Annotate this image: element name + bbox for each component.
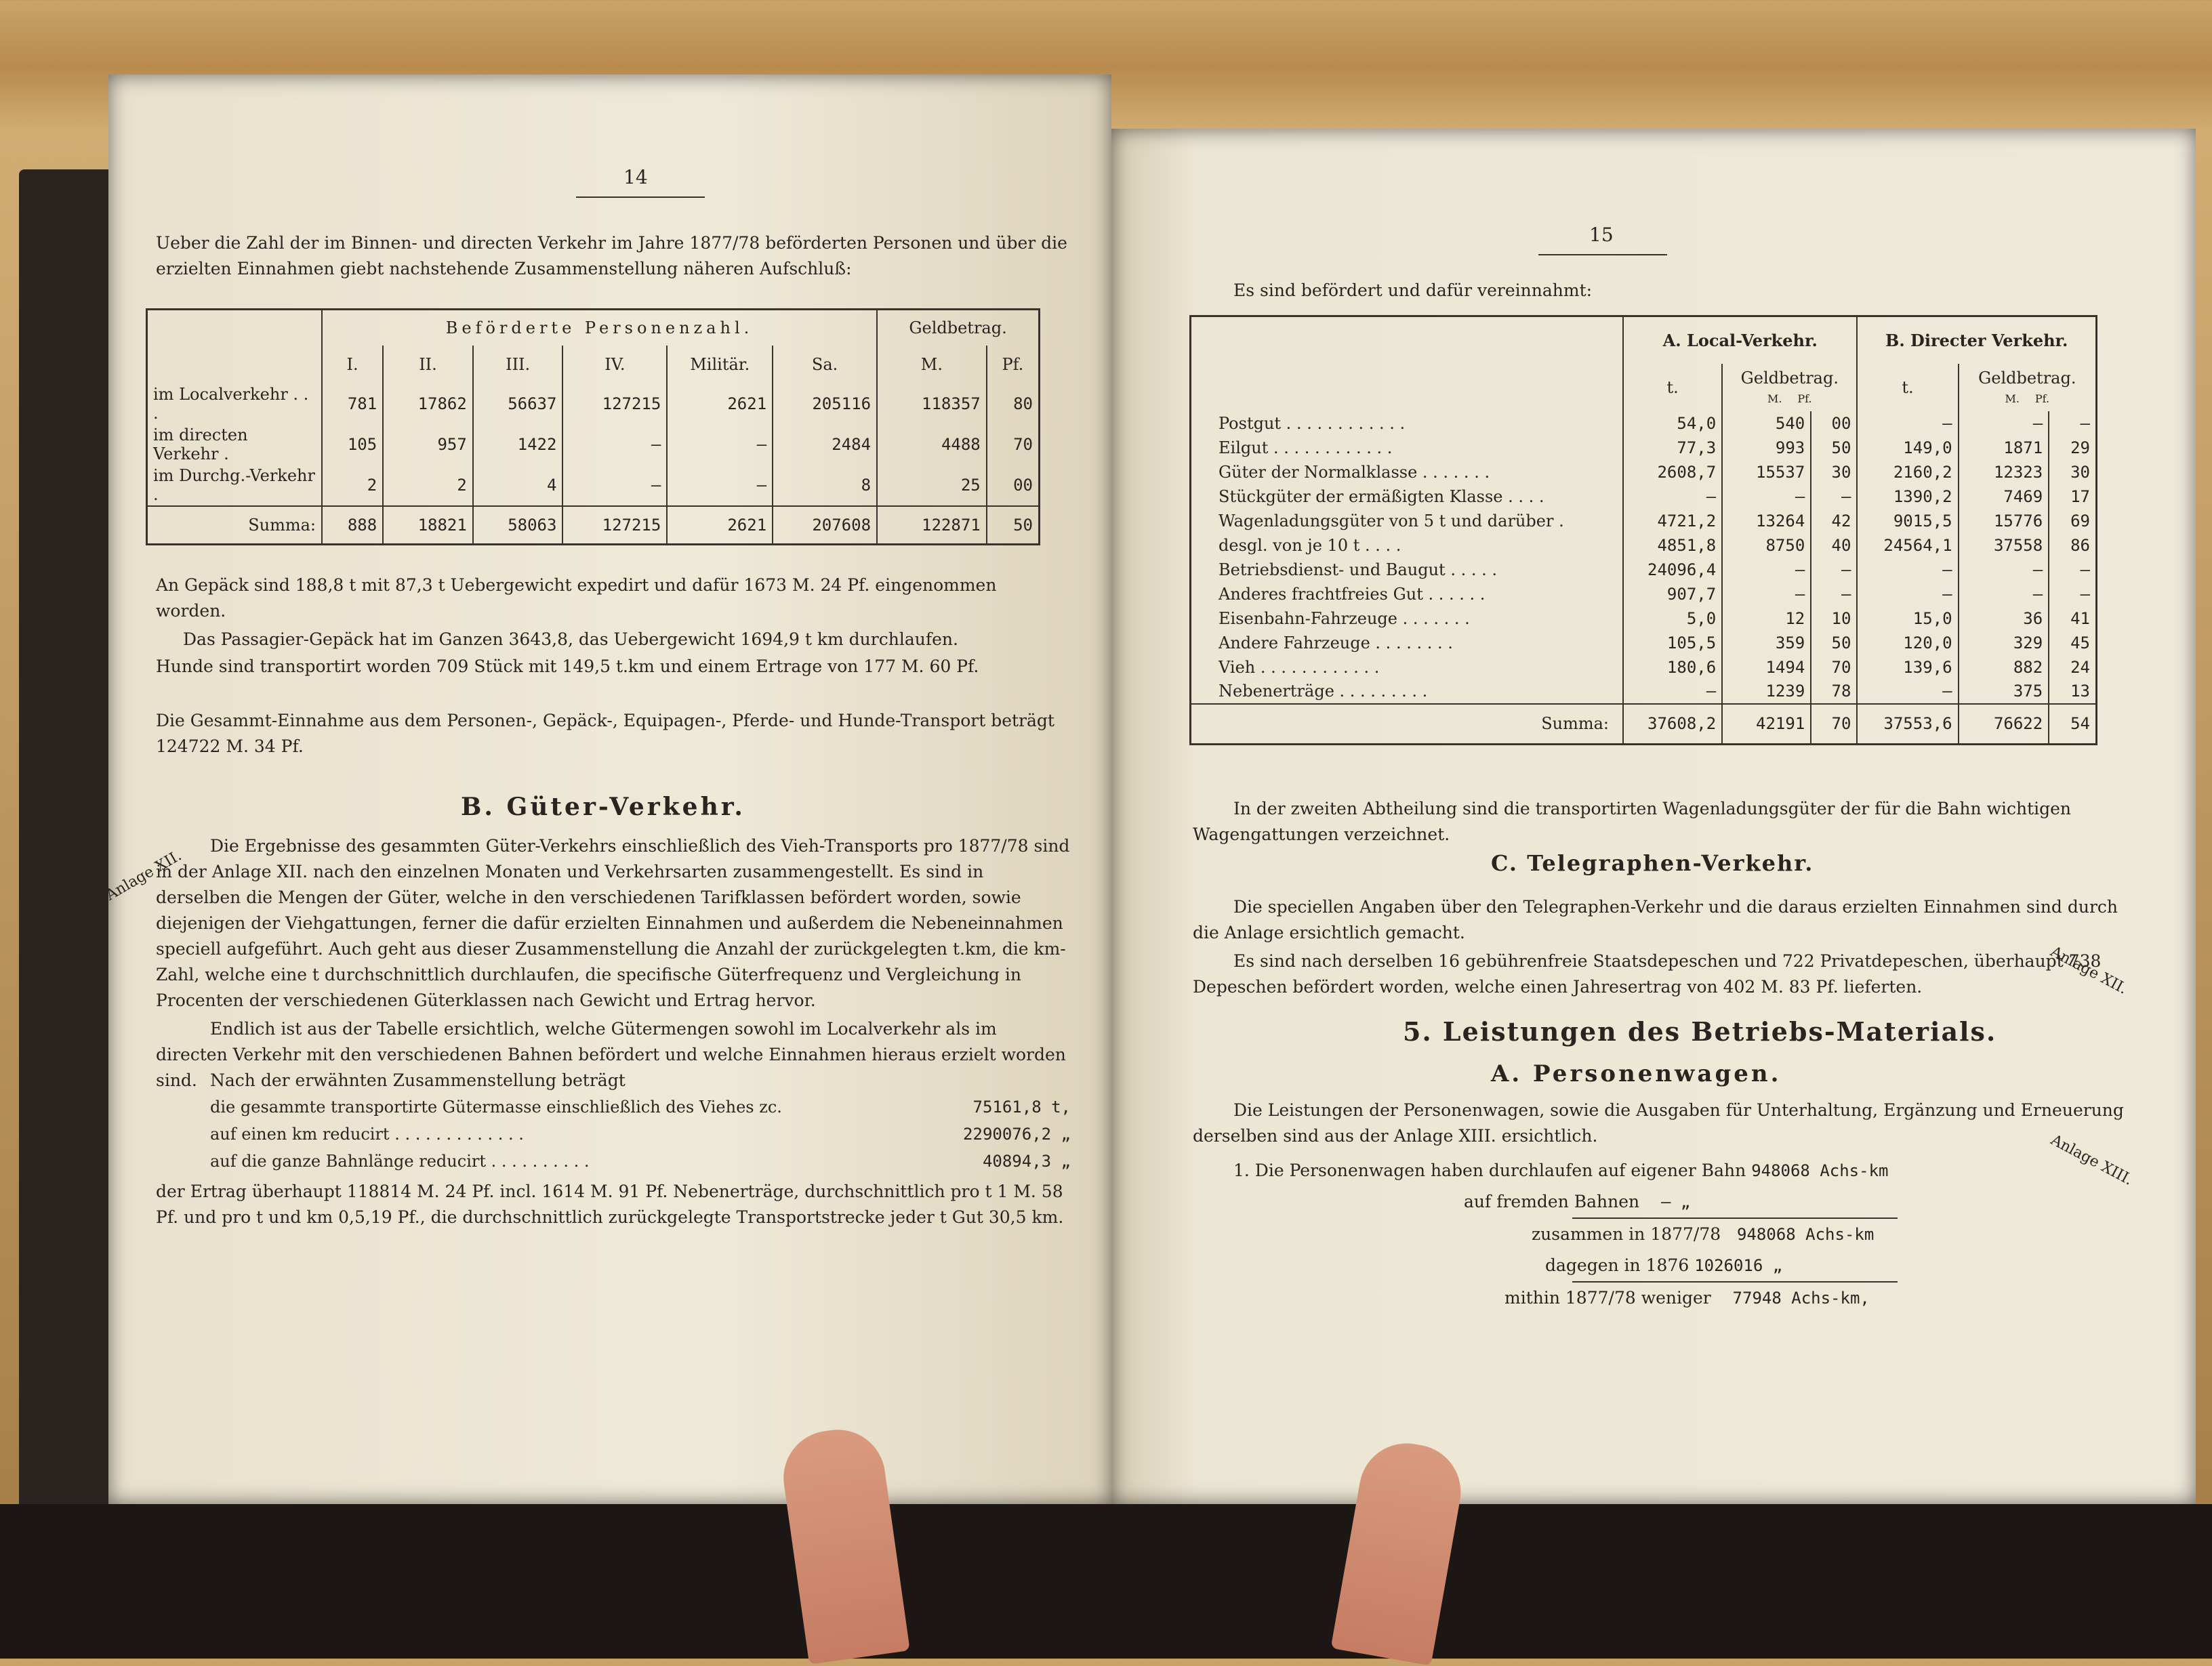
cell-a-pf: 50 [1811,436,1857,460]
cell: 1422 [473,424,563,465]
cell-a-t: 907,7 [1623,582,1722,606]
cell-b-m: 12323 [1959,460,2049,484]
cell-pf: 50 [987,506,1040,544]
table-row [1191,484,2097,509]
cell: 56637 [473,383,563,424]
cell-pf: 80 [987,383,1040,424]
row-label: Anderes frachtfreies Gut . . . . . . [1191,582,1624,606]
row-label: Eilgut . . . . . . . . . . . . [1191,436,1624,460]
column-header: II. [383,346,473,383]
column-header-t: t. [1623,364,1722,411]
right-page [1111,129,2196,1504]
cell-b-t: 37553,6 [1857,704,1958,745]
cell-b-m: 76622 [1959,704,2049,745]
table-row [1191,436,2097,460]
freight-table-body [1191,411,2097,745]
cell-a-m: — [1722,582,1811,606]
cell-a-pf: — [1811,484,1857,509]
cell-a-pf: 50 [1811,631,1857,655]
cell-a-m: 359 [1722,631,1811,655]
cell-a-m: 1239 [1722,680,1811,704]
cell-a-pf: 00 [1811,411,1857,436]
cell-b-m: 15776 [1959,509,2049,533]
column-header: III. [473,346,563,383]
cell: — [562,465,667,506]
table-row [1191,509,2097,533]
row-label: Vieh . . . . . . . . . . . . [1191,655,1624,680]
freight-table [1189,315,2097,745]
column-header: Militär. [667,346,773,383]
cell: 781 [322,383,383,424]
cell-m: 4488 [877,424,987,465]
cell-a-m: 8750 [1722,533,1811,558]
table-money-header: Geldbetrag. [877,310,1039,346]
gueter-paragraph-1: Die Ergebnisse des gesammten Güter-Verkehrs einschließlich des Vieh-Transports pro 1877/78 sind in der Anlage XII. nach den einzelnen Monaten und Verkehrsarten zusammengestellt. Es sind in derselben die Mengen der Güter, welche in den verschiedenen Tarifklassen befördert worden, sowie diejenigen der Viehgattungen, ferner die dafür erzielten Einnahmen und außerdem die Nebeneinnahmen speciell aufgeführt. Auch geht aus dieser Zusammenstellung die Anzahl der zurückgelegten t.km, die km-Zahl, welche eine t durchschnittlich durchlaufen, die specifische Güterfrequenz und Vergleichung in Procenten der verschiedenen Güterklassen nach Gewicht und Ertrag hervor. [156,836,1070,1010]
cell-a-m: 993 [1722,436,1811,460]
cell: 2484 [773,424,877,465]
table-corner [1191,316,1624,411]
paragraph-gepaeck: An Gepäck sind 188,8 t mit 87,3 t Uebergewicht expedirt und dafür 1673 M. 24 Pf. eingenommen worden. [156,575,997,621]
cell-b-pf: 41 [2049,606,2096,631]
cell: 127215 [562,383,667,424]
gueter-paragraph-3: Nach der erwähnten Zusammenstellung beträgt [210,1070,626,1090]
cell: 957 [383,424,473,465]
header-local-verkehr: A. Local-Verkehr. [1623,316,1857,364]
table-row [1191,606,2097,631]
cell-a-pf: 70 [1811,655,1857,680]
cell-b-pf: — [2049,582,2096,606]
cell-b-pf: 54 [2049,704,2096,745]
measure-row: auf die ganze Bahnlänge reducirt . . . . . . . . . . 40894,3 „ [210,1152,1071,1171]
cell-b-t: 139,6 [1857,655,1958,680]
cell: 58063 [473,506,563,544]
cell-a-pf: 30 [1811,460,1857,484]
cell: 2621 [667,506,773,544]
row-label: Nebenerträge . . . . . . . . . [1191,680,1624,704]
cell-b-m: 329 [1959,631,2049,655]
row-label: Güter der Normalklasse . . . . . . . [1191,460,1624,484]
cell-a-pf: 42 [1811,509,1857,533]
table-row [1191,558,2097,582]
column-header: I. [322,346,383,383]
passenger-table [146,308,1040,545]
tele-paragraph-2: Es sind nach derselben 16 gebührenfreie Staatsdepeschen und 722 Privatdepeschen, überhaupt 738 Depeschen befördert worden, welche einen Jahresertrag von 402 M. 83 Pf. lieferten. [1193,951,2102,997]
cell-a-pf: — [1811,558,1857,582]
cell-b-t: 24564,1 [1857,533,1958,558]
measure-row: die gesammte transportirte Gütermasse einschließlich des Viehes zc. 75161,8 t, [210,1098,1071,1117]
cell-a-t: 105,5 [1623,631,1722,655]
cell-b-t: 120,0 [1857,631,1958,655]
cell: 205116 [773,383,877,424]
table-sum-row [1191,704,2097,745]
cell-b-t: 1390,2 [1857,484,1958,509]
cell-a-m: 13264 [1722,509,1811,533]
cell: 4 [473,465,563,506]
calc-row: auf fremden Bahnen — „ [1464,1192,1691,1211]
cell-b-m: 375 [1959,680,2049,704]
cell-a-t: 2608,7 [1623,460,1722,484]
table-row [1191,460,2097,484]
cell-a-m: 540 [1722,411,1811,436]
table-row [147,383,1040,424]
cell-b-pf: 24 [2049,655,2096,680]
cell-m: 118357 [877,383,987,424]
table-row [1191,411,2097,436]
column-header-geld: Geldbetrag. M. Pf. [1722,364,1857,411]
cell: — [562,424,667,465]
section-heading-telegraphen: C. Telegraphen-Verkehr. [1491,850,1814,876]
table-shadow [0,1504,2212,1659]
cell-b-pf: 29 [2049,436,2096,460]
cell-b-pf: — [2049,411,2096,436]
paragraph-gesammt: Die Gesammt-Einnahme aus dem Personen-, Gepäck-, Equipagen-, Pferde- und Hunde-Transport beträgt 124722 M. 34 Pf. [156,711,1054,756]
cell: 2621 [667,383,773,424]
cell: 207608 [773,506,877,544]
row-label: Summa: [147,506,323,544]
cell-a-pf: — [1811,582,1857,606]
row-label: desgl. von je 10 t . . . . [1191,533,1624,558]
table-row [1191,533,2097,558]
page-number: 14 [623,166,648,188]
cell-a-t: — [1623,484,1722,509]
left-page [103,75,1111,1504]
intro-text: Es sind befördert und dafür vereinnahmt: [1233,280,1593,300]
cell-a-t: 24096,4 [1623,558,1722,582]
margin-note-anlage-xii: Anlage XII. [2047,943,2130,998]
cell: 2 [383,465,473,506]
cell-a-pf: 70 [1811,704,1857,745]
ertrag-paragraph: der Ertrag überhaupt 118814 M. 24 Pf. incl. 1614 M. 91 Pf. Nebenerträge, durchschnittlich pro t 1 M. 58 Pf. und pro t und km 0,5,19 Pf., die durchschnittlich zurückgelegte Transportstrecke jeder t Gut 30,5 km. [156,1182,1064,1227]
row-label: im Durchg.-Verkehr . [147,465,323,506]
margin-note-anlage: Anlage XII. [103,847,185,904]
gueter-paragraph-2: Endlich ist aus der Tabelle ersichtlich, welche Gütermengen sowohl im Localverkehr als im directen Verkehr mit den verschiedenen Bahnen befördert und welche Einnahmen hieraus erzielt worden sind. [156,1019,1066,1090]
personen-paragraph: Die Leistungen der Personenwagen, sowie die Ausgaben für Unterhaltung, Ergänzung und Erneuerung derselben sind aus der Anlage XIII. ersichtlich. [1193,1100,2124,1146]
cell-pf: 70 [987,424,1040,465]
calc-row: mithin 1877/78 weniger 77948 Achs-km, [1504,1288,1870,1308]
page-number-rule [576,196,705,198]
cell-b-t: — [1857,411,1958,436]
cell-b-pf: — [2049,558,2096,582]
measures-list [210,1094,1071,1175]
cell-a-t: — [1623,680,1722,704]
intro-text: Ueber die Zahl der im Binnen- und directen Verkehr im Jahre 1877/78 beförderten Personen und über die erzielten Einnahmen giebt nachstehende Zusammenstellung näheren Aufschluß: [156,233,1067,278]
cell: 888 [322,506,383,544]
cell-a-t: 54,0 [1623,411,1722,436]
cell-a-pf: 78 [1811,680,1857,704]
table-row [1191,582,2097,606]
section-heading-leistungen: 5. Leistungen des Betriebs-Materials. [1403,1016,1997,1047]
cell-b-pf: 69 [2049,509,2096,533]
cell-a-t: 77,3 [1623,436,1722,460]
table-row [147,465,1040,506]
cell: 18821 [383,506,473,544]
cell-b-pf: 86 [2049,533,2096,558]
cell-b-t: 9015,5 [1857,509,1958,533]
calc-row: 1. Die Personenwagen haben durchlaufen auf eigener Bahn 948068 Achs-km [1233,1161,1889,1180]
table-row [147,424,1040,465]
calc-row: dagegen in 1876 1026016 „ [1545,1255,1783,1275]
table-row [1191,680,2097,704]
cell-a-t: 4721,2 [1623,509,1722,533]
header-directer-verkehr: B. Directer Verkehr. [1857,316,2096,364]
cell-b-t: — [1857,582,1958,606]
cell-b-t: — [1857,680,1958,704]
cell-a-m: — [1722,484,1811,509]
cell-b-pf: 30 [2049,460,2096,484]
table-row [1191,655,2097,680]
cell-a-t: 180,6 [1623,655,1722,680]
cell-a-pf: 40 [1811,533,1857,558]
table-sum-row [147,506,1040,544]
cell-b-t: — [1857,558,1958,582]
column-header: Sa. [773,346,877,383]
cell-a-pf: 10 [1811,606,1857,631]
column-header-m: M. [877,346,987,383]
cell-a-m: 12 [1722,606,1811,631]
cell-a-m: 42191 [1722,704,1811,745]
page-number-rule [1538,254,1667,255]
cell-b-m: 1871 [1959,436,2049,460]
section-heading-gueter: B. Güter-Verkehr. [461,793,745,821]
margin-note-anlage-xiii: Anlage XIII. [2047,1131,2136,1189]
passenger-table-body [147,383,1040,544]
row-label: Andere Fahrzeuge . . . . . . . . [1191,631,1624,655]
paragraph-passagier: Das Passagier-Gepäck hat im Ganzen 3643,8, das Uebergewicht 1694,9 t km durchlaufen. [183,629,958,649]
cell-b-t: 2160,2 [1857,460,1958,484]
cell-m: 122871 [877,506,987,544]
cell-a-t: 4851,8 [1623,533,1722,558]
cell-pf: 00 [987,465,1040,506]
cell: — [667,465,773,506]
row-label: Summa: [1191,704,1624,745]
cell: 8 [773,465,877,506]
row-label: Eisenbahn-Fahrzeuge . . . . . . . [1191,606,1624,631]
row-label: Postgut . . . . . . . . . . . . [1191,411,1624,436]
cell-b-t: 149,0 [1857,436,1958,460]
cell: 2 [322,465,383,506]
column-header: IV. [562,346,667,383]
row-label: im directen Verkehr . [147,424,323,465]
cell-b-pf: 45 [2049,631,2096,655]
table-group-header: Beförderte Personenzahl. [322,310,877,346]
cell: 127215 [562,506,667,544]
cell-b-m: — [1959,558,2049,582]
row-label: Wagenladungsgüter von 5 t und darüber . [1191,509,1624,533]
calculation-block [1233,1155,2047,1314]
cell-b-m: — [1959,411,2049,436]
cell-a-m: 1494 [1722,655,1811,680]
cell: 105 [322,424,383,465]
table-corner [147,310,323,384]
paragraph-hunde: Hunde sind transportirt worden 709 Stück mit 149,5 t.km und einem Ertrage von 177 M. 60 Pf. [156,657,979,676]
cell-b-pf: 17 [2049,484,2096,509]
cell-b-m: 37558 [1959,533,2049,558]
cell-m: 25 [877,465,987,506]
column-header-t: t. [1857,364,1958,411]
cell: 17862 [383,383,473,424]
cell-b-m: 7469 [1959,484,2049,509]
column-header-geld: Geldbetrag. M. Pf. [1959,364,2097,411]
cell-a-t: 5,0 [1623,606,1722,631]
cell-b-m: — [1959,582,2049,606]
table-row [1191,631,2097,655]
paragraph-wagenladung: In der zweiten Abtheilung sind die transportirten Wagenladungsgüter der für die Bahn wichtigen Wagengattungen verzeichnet. [1193,799,2072,844]
row-label: Betriebsdienst- und Baugut . . . . . [1191,558,1624,582]
cell: — [667,424,773,465]
column-header-pf: Pf. [987,346,1040,383]
cell-a-m: — [1722,558,1811,582]
tele-paragraph-1: Die speciellen Angaben über den Telegraphen-Verkehr und die daraus erzielten Einnahmen sind durch die Anlage ersichtlich gemacht. [1193,897,2118,942]
cell-b-pf: 13 [2049,680,2096,704]
row-label: im Localverkehr . . . [147,383,323,424]
calc-row: zusammen in 1877/78 948068 Achs-km [1532,1224,1875,1244]
cell-a-t: 37608,2 [1623,704,1722,745]
measure-row: auf einen km reducirt . . . . . . . . . . . . . 2290076,2 „ [210,1125,1071,1144]
cell-b-m: 882 [1959,655,2049,680]
cell-b-m: 36 [1959,606,2049,631]
row-label: Stückgüter der ermäßigten Klasse . . . . [1191,484,1624,509]
page-number: 15 [1589,224,1614,246]
section-heading-personenwagen: A. Personenwagen. [1491,1060,1782,1087]
cell-a-m: 15537 [1722,460,1811,484]
cell-b-t: 15,0 [1857,606,1958,631]
